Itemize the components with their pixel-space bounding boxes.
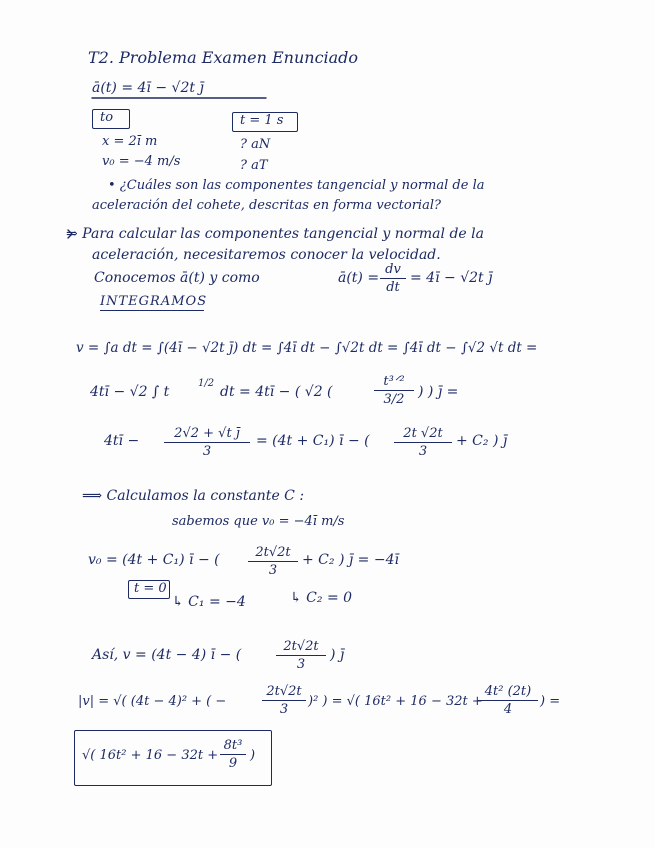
final-answer-denominator: 9 (228, 756, 238, 771)
velocity-step-3b: = (4t + C₁) ī − ( (256, 433, 370, 449)
velocity-result-numerator: 2t√2t (283, 639, 319, 654)
velocity-integral-step-2c: ) ) j̄ = (418, 384, 459, 400)
velocity-integral-step-1: v = ∫a dt = ∫(4ī − √2t j̄) dt = ∫4ī dt − ∫√2t dt = ∫4ī dt − ∫√2 √t dt = (76, 340, 538, 356)
question-at: ? aT (240, 158, 268, 173)
derivative-rhs: = 4ī − √2t j̄ (410, 270, 493, 286)
final-answer-a: √( 16t² + 16 − 32t + (82, 748, 219, 763)
initial-velocity: v₀ = −4 m/s (102, 154, 181, 169)
c1-result: ↳ C₁ = −4 (172, 594, 246, 610)
question-line-2: aceleración del cohete, descritas en forma vectorial? (92, 198, 441, 213)
velocity-result-a: Así, v = (4t − 4) ī − ( (92, 647, 242, 663)
velocity-result-b: ) j̄ (330, 647, 345, 663)
velocity-step-3-denominator: 3 (202, 444, 212, 459)
v0-fraction-numerator: 2t√2t (255, 545, 291, 560)
v0-fraction-denominator: 3 (268, 563, 278, 578)
v0-equation-a: v₀ = (4t + C₁) ī − ( (88, 552, 220, 568)
velocity-step-3c: + C₂ ) j̄ (456, 433, 508, 449)
three-halves-denominator: 3/2 (383, 392, 405, 407)
modulus-a: |v| = √( (4t − 4)² + ( − (78, 694, 227, 709)
known-initial-velocity: sabemos que v₀ = −4ī m/s (172, 514, 345, 529)
velocity-step-3-denominator-2: 3 (418, 444, 428, 459)
modulus-fraction-2-denominator: 4 (503, 702, 513, 717)
dv-numerator: dv (385, 262, 401, 277)
derivative-lhs: ā(t) = (338, 270, 380, 286)
t-three-halves-numerator: t³ᐟ² (383, 374, 405, 389)
v0-equation-b: + C₂ ) j̄ = −4ī (302, 552, 399, 568)
answer-line-1: ⇒ Para calcular las componentes tangencial y normal de la (66, 226, 484, 242)
question-line-1: • ¿Cuáles son las componentes tangencial y normal de la (108, 178, 485, 193)
t-zero-label: t = 0 (134, 581, 167, 596)
answer-line-2: aceleración, necesitaremos conocer la velocidad. (92, 247, 441, 263)
modulus-fraction-2-numerator: 4t² (2t) (484, 684, 532, 699)
t-label: t = 1 s (240, 113, 284, 128)
modulus-fraction-numerator: 2t√2t (266, 684, 302, 699)
initial-position: x = 2ī m (102, 134, 158, 149)
arrow-stroke (68, 230, 72, 238)
page-title: T2. Problema Examen Enunciado (88, 48, 359, 67)
constants-heading: ⟹ Calculamos la constante C : (82, 488, 305, 504)
velocity-integral-step-2a: 4tī − √2 ∫ t (90, 384, 170, 400)
velocity-result-denominator: 3 (296, 657, 306, 672)
velocity-integral-step-2b: dt = 4tī − ( √2 ( (220, 384, 333, 400)
exponent-half: 1/2 (198, 378, 215, 389)
modulus-b: )² ) = √( 16t² + 16 − 32t + (308, 694, 483, 709)
velocity-step-3-numerator: 2√2 + √t j̄ (174, 426, 240, 441)
t0-label: to (100, 110, 114, 125)
question-an: ? aN (240, 137, 271, 152)
modulus-c: ) = (540, 694, 561, 709)
final-answer-b: ) (250, 748, 256, 763)
final-answer-numerator: 8t³ (223, 738, 243, 753)
velocity-step-3a: 4tī − (104, 433, 140, 449)
acceleration-formula: ā(t) = 4ī − √2t j̄ (92, 80, 204, 96)
c2-result: ↳ C₂ = 0 (290, 590, 353, 606)
dt-denominator: dt (386, 280, 400, 295)
modulus-fraction-denominator: 3 (279, 702, 289, 717)
answer-line-3: Conocemos ā(t) y como (94, 270, 260, 286)
velocity-step-3-numerator-2: 2t √2t (403, 426, 443, 441)
integramos-heading: INTEGRAMOS (100, 294, 208, 309)
